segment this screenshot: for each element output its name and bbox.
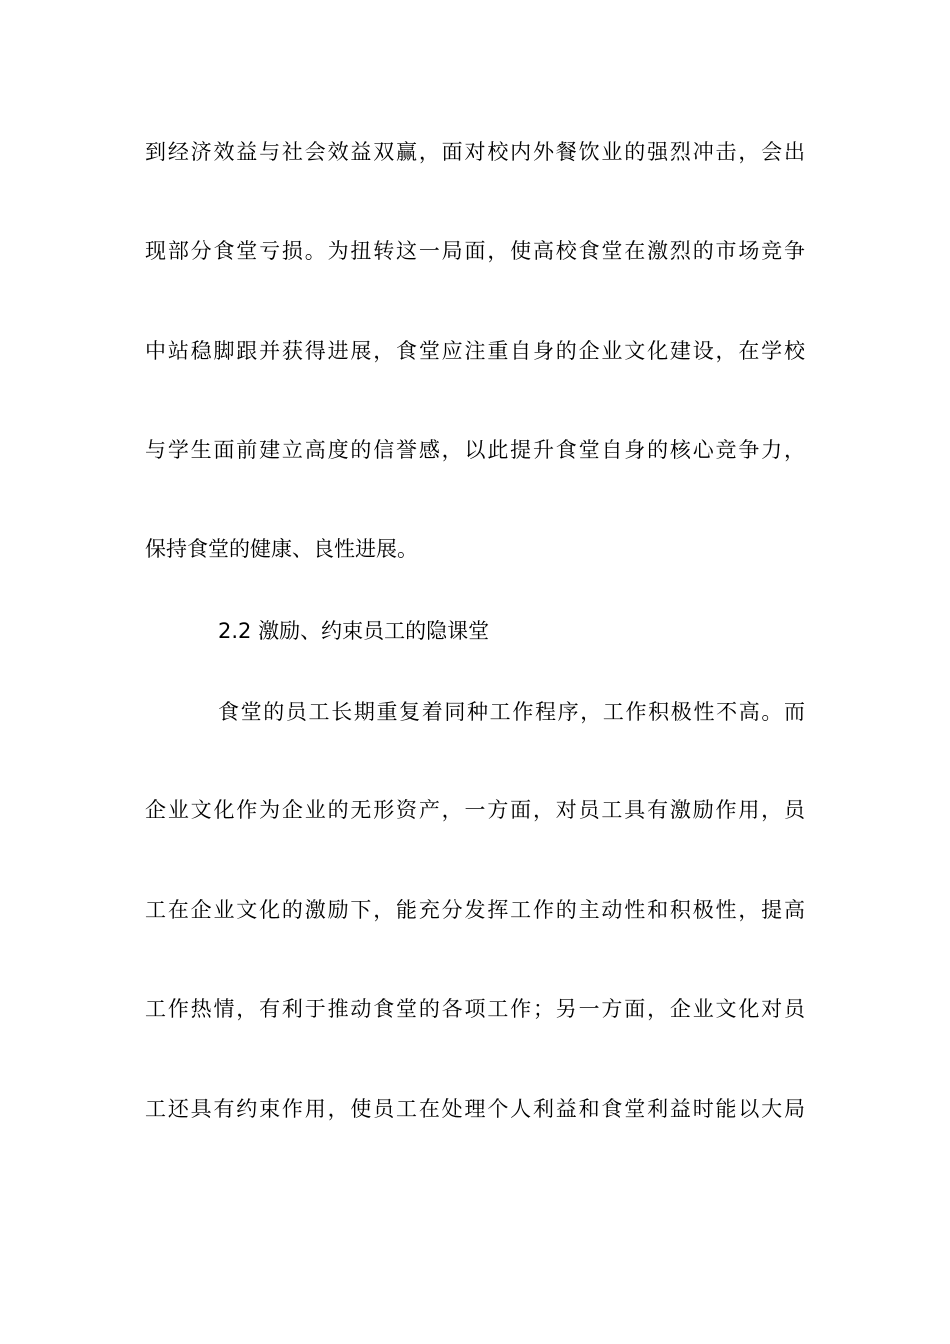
paragraph-2-line-3: 工在企业文化的激励下，能充分发挥工作的主动性和积极性，提高 [145, 898, 805, 922]
paragraph-2-line-2: 企业文化作为企业的无形资产，一方面，对员工具有激励作用，员 [145, 798, 805, 822]
paragraph-1-line-5: 保持食堂的健康、良性进展。 [145, 537, 418, 561]
paragraph-2-line-5: 工还具有约束作用，使员工在处理个人利益和食堂利益时能以大局 [145, 1097, 805, 1121]
paragraph-1-line-4: 与学生面前建立高度的信誉感，以此提升食堂自身的核心竞争力， [145, 438, 805, 462]
paragraph-2-line-4: 工作热情，有利于推动食堂的各项工作；另一方面，企业文化对员 [145, 997, 805, 1021]
paragraph-1-line-1: 到经济效益与社会效益双赢，面对校内外餐饮业的强烈冲击，会出 [145, 140, 805, 164]
section-heading: 2.2 激励、约束员工的隐课堂 [218, 619, 490, 643]
paragraph-1-line-2: 现部分食堂亏损。为扭转这一局面，使高校食堂在激烈的市场竞争 [145, 239, 805, 263]
paragraph-1-line-3: 中站稳脚跟并获得进展，食堂应注重自身的企业文化建设，在学校 [145, 339, 805, 363]
paragraph-2-line-1: 食堂的员工长期重复着同种工作程序，工作积极性不高。而 [218, 700, 805, 724]
